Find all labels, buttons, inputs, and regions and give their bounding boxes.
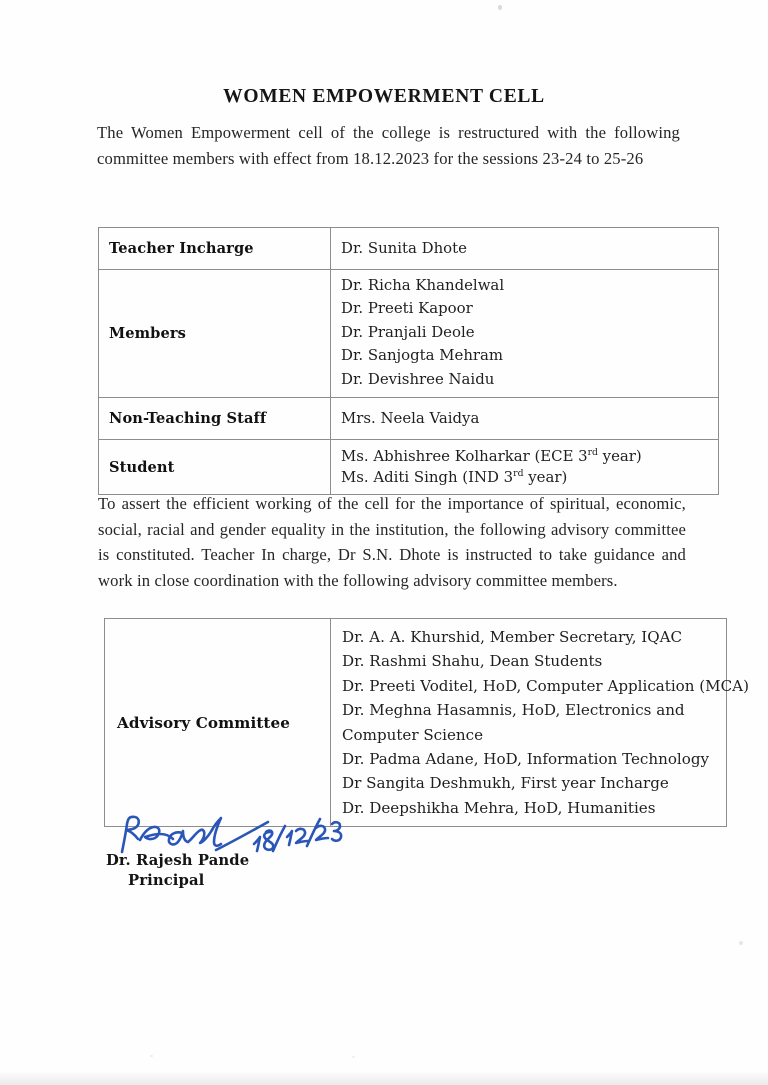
advisory-committee-table xyxy=(104,618,749,827)
student-name-ind: Ms. Aditi Singh (IND 3 xyxy=(341,468,514,486)
row-label-members: Members xyxy=(99,270,331,398)
signer-block xyxy=(106,851,249,891)
row-label-non-teaching-staff: Non-Teaching Staff xyxy=(99,398,331,440)
list-item: Dr. Padma Adane, HoD, Information Technology xyxy=(342,750,710,769)
row-value-non-teaching-staff xyxy=(331,398,719,440)
list-item: Dr. Sunita Dhote xyxy=(341,238,467,257)
list-item: Dr Sangita Deshmukh, First year Incharge xyxy=(342,774,669,793)
list-item: Dr. Pranjali Deole xyxy=(341,322,475,341)
page-bottom-shadow xyxy=(0,1071,768,1085)
student-year-ece: year) xyxy=(597,446,642,465)
signer-role: Principal xyxy=(128,872,205,889)
list-item: Dr. Preeti Kapoor xyxy=(341,299,473,318)
scan-speck xyxy=(352,1056,355,1058)
signer-name: Dr. Rajesh Pande xyxy=(106,852,250,869)
row-label-advisory-committee: Advisory Committee xyxy=(105,619,331,827)
list-item xyxy=(341,446,712,468)
scan-speck xyxy=(498,5,502,10)
ordinal-suffix: rd xyxy=(587,446,598,458)
scan-speck xyxy=(150,1055,153,1057)
list-item: Dr. Deepshikha Mehra, HoD, Humanities xyxy=(342,798,656,817)
student-year-ind: year) xyxy=(523,468,568,486)
list-item: Dr. A. A. Khurshid, Member Secretary, IQAC xyxy=(342,628,683,646)
list-item: Mrs. Neela Vaidya xyxy=(341,408,480,427)
table-row xyxy=(99,270,719,398)
table-row xyxy=(99,398,719,440)
row-label-teacher-incharge: Teacher Incharge xyxy=(99,228,331,270)
ordinal-suffix: rd xyxy=(513,468,524,480)
table-row xyxy=(105,619,727,827)
list-item: Dr. Devishree Naidu xyxy=(341,369,495,388)
list-item xyxy=(341,467,712,489)
table-row xyxy=(99,228,719,270)
list-item: Dr. Rashmi Shahu, Dean Students xyxy=(342,652,603,671)
list-item: Dr. Richa Khandelwal xyxy=(341,275,505,294)
list-item: Dr. Meghna Hasamnis, HoD, Electronics and xyxy=(342,701,685,720)
student-name-ece: Ms. Abhishree Kolharkar (ECE 3 xyxy=(341,446,588,465)
intro-paragraph: The Women Empowerment cell of the college is restructured with the following committee members with effect from 18.12.2023 for the sessions 23-24 to 25-26 xyxy=(97,123,680,168)
page-title: WOMEN EMPOWERMENT CELL xyxy=(223,86,545,107)
list-item: Computer Science xyxy=(342,725,484,744)
row-value-advisory-committee xyxy=(331,619,749,827)
row-value-members xyxy=(331,270,719,398)
row-value-teacher-incharge xyxy=(331,228,719,270)
row-value-student xyxy=(331,440,719,495)
scan-speck xyxy=(739,941,743,945)
list-item: Dr. Sanjogta Mehram xyxy=(341,346,504,365)
committee-table xyxy=(98,227,719,495)
list-item: Dr. Preeti Voditel, HoD, Computer Application (MCA) xyxy=(342,676,749,695)
advisory-intro-paragraph: To assert the efficient working of the cell for the importance of spiritual, economic, social, racial and gender equality in the institution, the following advisory committee is constituted. Teacher In charge, Dr S.N. Dhote is instructed to take guidance and work in close coordination with the following advisory committee members. xyxy=(98,494,686,590)
row-label-student: Student xyxy=(99,440,331,495)
table-row xyxy=(99,440,719,495)
